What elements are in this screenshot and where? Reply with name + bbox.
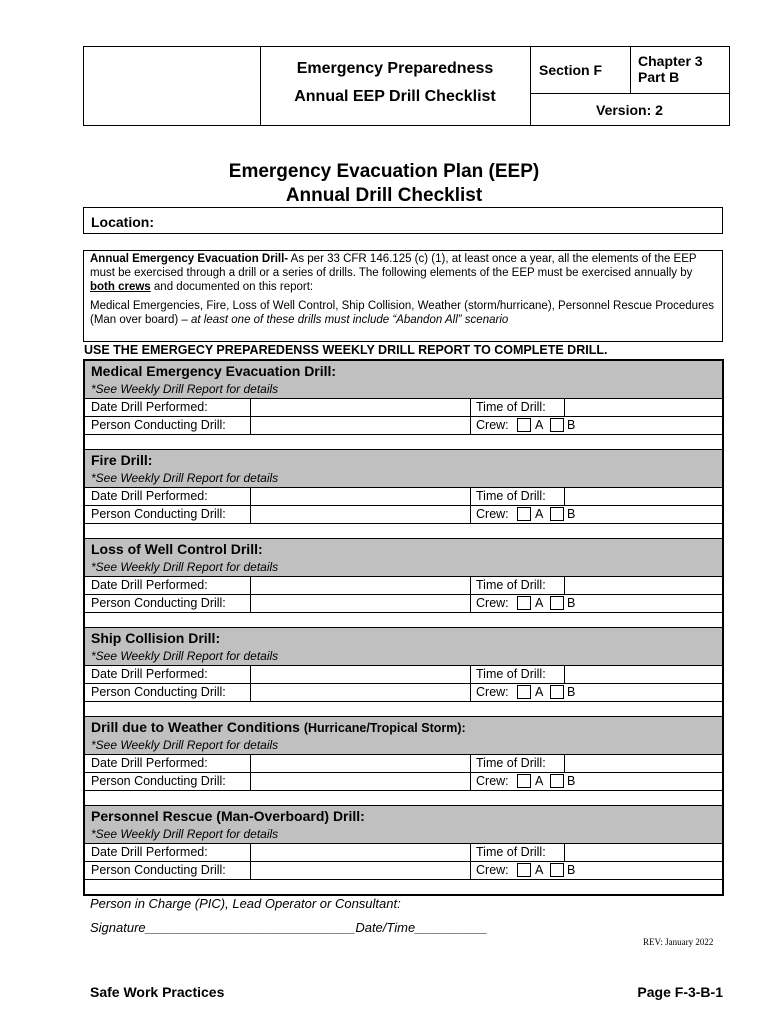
spacer-row bbox=[85, 524, 722, 539]
spacer-row bbox=[85, 613, 722, 628]
spacer-row bbox=[85, 880, 722, 895]
crew-b-label: B bbox=[567, 774, 576, 788]
location-label: Location: bbox=[91, 214, 154, 230]
date-row bbox=[85, 577, 722, 595]
crew-label: Crew: bbox=[476, 507, 509, 521]
crew-a-label: A bbox=[535, 507, 544, 521]
header-divider bbox=[260, 47, 261, 125]
crew-b-checkbox[interactable] bbox=[550, 596, 564, 610]
crew-b-label: B bbox=[567, 418, 576, 432]
intro-paragraph bbox=[90, 252, 716, 294]
crew-b-label: B bbox=[567, 507, 576, 521]
person-row bbox=[85, 506, 722, 524]
time-label: Time of Drill: bbox=[476, 756, 546, 770]
crew-label: Crew: bbox=[476, 685, 509, 699]
person-row bbox=[85, 773, 722, 791]
person-label: Person Conducting Drill: bbox=[91, 685, 226, 699]
drill-block bbox=[85, 361, 722, 450]
version-label: Version: 2 bbox=[596, 102, 663, 118]
time-label: Time of Drill: bbox=[476, 489, 546, 503]
chapter-label: Chapter 3 bbox=[638, 53, 703, 69]
crew-b-checkbox[interactable] bbox=[550, 418, 564, 432]
crew-a-label: A bbox=[535, 685, 544, 699]
intro-underlined: both crews bbox=[90, 281, 151, 293]
person-label: Person Conducting Drill: bbox=[91, 418, 226, 432]
crew-a-label: A bbox=[535, 418, 544, 432]
intro-elements-italic: at least one of these drills must include “Abandon All” scenario bbox=[191, 314, 509, 326]
datetime-line[interactable]: __________ bbox=[415, 920, 488, 935]
date-label: Date Drill Performed: bbox=[91, 756, 208, 770]
date-row bbox=[85, 755, 722, 773]
intro-box bbox=[83, 250, 723, 342]
person-label: Person Conducting Drill: bbox=[91, 596, 226, 610]
crew-a-checkbox[interactable] bbox=[517, 863, 531, 877]
drill-note: *See Weekly Drill Report for details bbox=[91, 827, 279, 841]
revision-note: REV: January 2022 bbox=[643, 937, 714, 947]
drill-block bbox=[85, 539, 722, 628]
drill-title: Fire Drill: bbox=[91, 452, 153, 468]
intro-elements-text: Medical Emergencies, Fire, Loss of Well Control, Ship Collision, Weather (storm/hurricane), Personnel Rescue Procedures (Man over board) – bbox=[90, 300, 715, 326]
instruction-text: USE THE EMERGECY PREPAREDENSS WEEKLY DRILL REPORT TO COMPLETE DRILL. bbox=[84, 343, 608, 357]
drill-subtitle: (Hurricane/Tropical Storm): bbox=[303, 721, 466, 735]
document-title-line2: Annual Drill Checklist bbox=[285, 185, 483, 206]
crew-a-checkbox[interactable] bbox=[517, 685, 531, 699]
drill-header bbox=[85, 717, 722, 755]
crew-b-checkbox[interactable] bbox=[550, 685, 564, 699]
drill-title: Medical Emergency Evacuation Drill: bbox=[91, 363, 337, 379]
crew-b-checkbox[interactable] bbox=[550, 507, 564, 521]
signature-label: Signature bbox=[90, 920, 146, 935]
drill-title: Loss of Well Control Drill: bbox=[91, 541, 263, 557]
time-label: Time of Drill: bbox=[476, 400, 546, 414]
spacer-row bbox=[85, 791, 722, 806]
header-divider bbox=[530, 47, 531, 125]
spacer-row bbox=[85, 435, 722, 450]
datetime-label: Date/Time bbox=[355, 920, 416, 935]
intro-elements bbox=[90, 299, 716, 327]
intro-text-a: As per 33 CFR 146.125 (c) (1), at least once a year, all the elements of the EEP must be exercised through a drill or a series of drills. The following elements of the EEP must be exercised annually by bbox=[90, 253, 697, 279]
time-label: Time of Drill: bbox=[476, 667, 546, 681]
crew-a-label: A bbox=[535, 596, 544, 610]
crew-label: Crew: bbox=[476, 418, 509, 432]
date-label: Date Drill Performed: bbox=[91, 489, 208, 503]
crew-a-label: A bbox=[535, 863, 544, 877]
person-row bbox=[85, 417, 722, 435]
drill-block bbox=[85, 717, 722, 806]
crew-a-checkbox[interactable] bbox=[517, 507, 531, 521]
section-label: Section F bbox=[539, 62, 603, 78]
drill-header bbox=[85, 628, 722, 666]
person-label: Person Conducting Drill: bbox=[91, 863, 226, 877]
document-title-line1: Emergency Evacuation Plan (EEP) bbox=[228, 161, 540, 182]
header-title-line1: Emergency Preparedness bbox=[296, 60, 494, 77]
drill-block bbox=[85, 628, 722, 717]
pic-label: Person in Charge (PIC), Lead Operator or Consultant: bbox=[90, 896, 401, 911]
signature-line[interactable]: _____________________________ bbox=[145, 920, 356, 935]
date-row bbox=[85, 488, 722, 506]
crew-b-checkbox[interactable] bbox=[550, 863, 564, 877]
date-label: Date Drill Performed: bbox=[91, 578, 208, 592]
date-label: Date Drill Performed: bbox=[91, 667, 208, 681]
drill-header bbox=[85, 361, 722, 399]
date-row bbox=[85, 399, 722, 417]
crew-b-label: B bbox=[567, 685, 576, 699]
date-row bbox=[85, 666, 722, 684]
intro-bold-lead: Annual Emergency Evacuation Drill- bbox=[90, 253, 289, 265]
drill-block bbox=[85, 450, 722, 539]
date-label: Date Drill Performed: bbox=[91, 400, 208, 414]
person-label: Person Conducting Drill: bbox=[91, 774, 226, 788]
crew-a-label: A bbox=[535, 774, 544, 788]
crew-a-checkbox[interactable] bbox=[517, 418, 531, 432]
drill-header bbox=[85, 806, 722, 844]
person-row bbox=[85, 595, 722, 613]
person-row bbox=[85, 684, 722, 702]
date-label: Date Drill Performed: bbox=[91, 845, 208, 859]
intro-text-b: and documented on this report: bbox=[150, 281, 314, 293]
drill-note: *See Weekly Drill Report for details bbox=[91, 560, 279, 574]
drill-header bbox=[85, 450, 722, 488]
crew-b-checkbox[interactable] bbox=[550, 774, 564, 788]
crew-a-checkbox[interactable] bbox=[517, 774, 531, 788]
crew-label: Crew: bbox=[476, 596, 509, 610]
drill-note: *See Weekly Drill Report for details bbox=[91, 649, 279, 663]
document-header-table bbox=[83, 46, 730, 126]
location-field[interactable] bbox=[83, 207, 723, 234]
drill-note: *See Weekly Drill Report for details bbox=[91, 738, 279, 752]
spacer-row bbox=[85, 702, 722, 717]
part-label: Part B bbox=[638, 69, 680, 85]
crew-b-label: B bbox=[567, 596, 576, 610]
drills-table bbox=[83, 359, 724, 896]
header-divider bbox=[530, 93, 730, 94]
footer-left: Safe Work Practices bbox=[90, 984, 225, 1000]
crew-label: Crew: bbox=[476, 774, 509, 788]
footer-right: Page F-3-B-1 bbox=[637, 984, 723, 1000]
drill-title: Drill due to Weather Conditions (Hurricane/Tropical Storm): bbox=[91, 719, 466, 735]
person-label: Person Conducting Drill: bbox=[91, 507, 226, 521]
drill-note: *See Weekly Drill Report for details bbox=[91, 471, 279, 485]
signature-row[interactable] bbox=[90, 920, 488, 935]
drill-block bbox=[85, 806, 722, 895]
time-label: Time of Drill: bbox=[476, 845, 546, 859]
date-row bbox=[85, 844, 722, 862]
drill-header bbox=[85, 539, 722, 577]
drill-note: *See Weekly Drill Report for details bbox=[91, 382, 279, 396]
drill-title: Ship Collision Drill: bbox=[91, 630, 221, 646]
time-label: Time of Drill: bbox=[476, 578, 546, 592]
drill-title: Personnel Rescue (Man-Overboard) Drill: bbox=[91, 808, 365, 824]
header-divider bbox=[630, 47, 631, 93]
person-row bbox=[85, 862, 722, 880]
crew-label: Crew: bbox=[476, 863, 509, 877]
crew-b-label: B bbox=[567, 863, 576, 877]
header-title-line2: Annual EEP Drill Checklist bbox=[294, 88, 496, 105]
crew-a-checkbox[interactable] bbox=[517, 596, 531, 610]
